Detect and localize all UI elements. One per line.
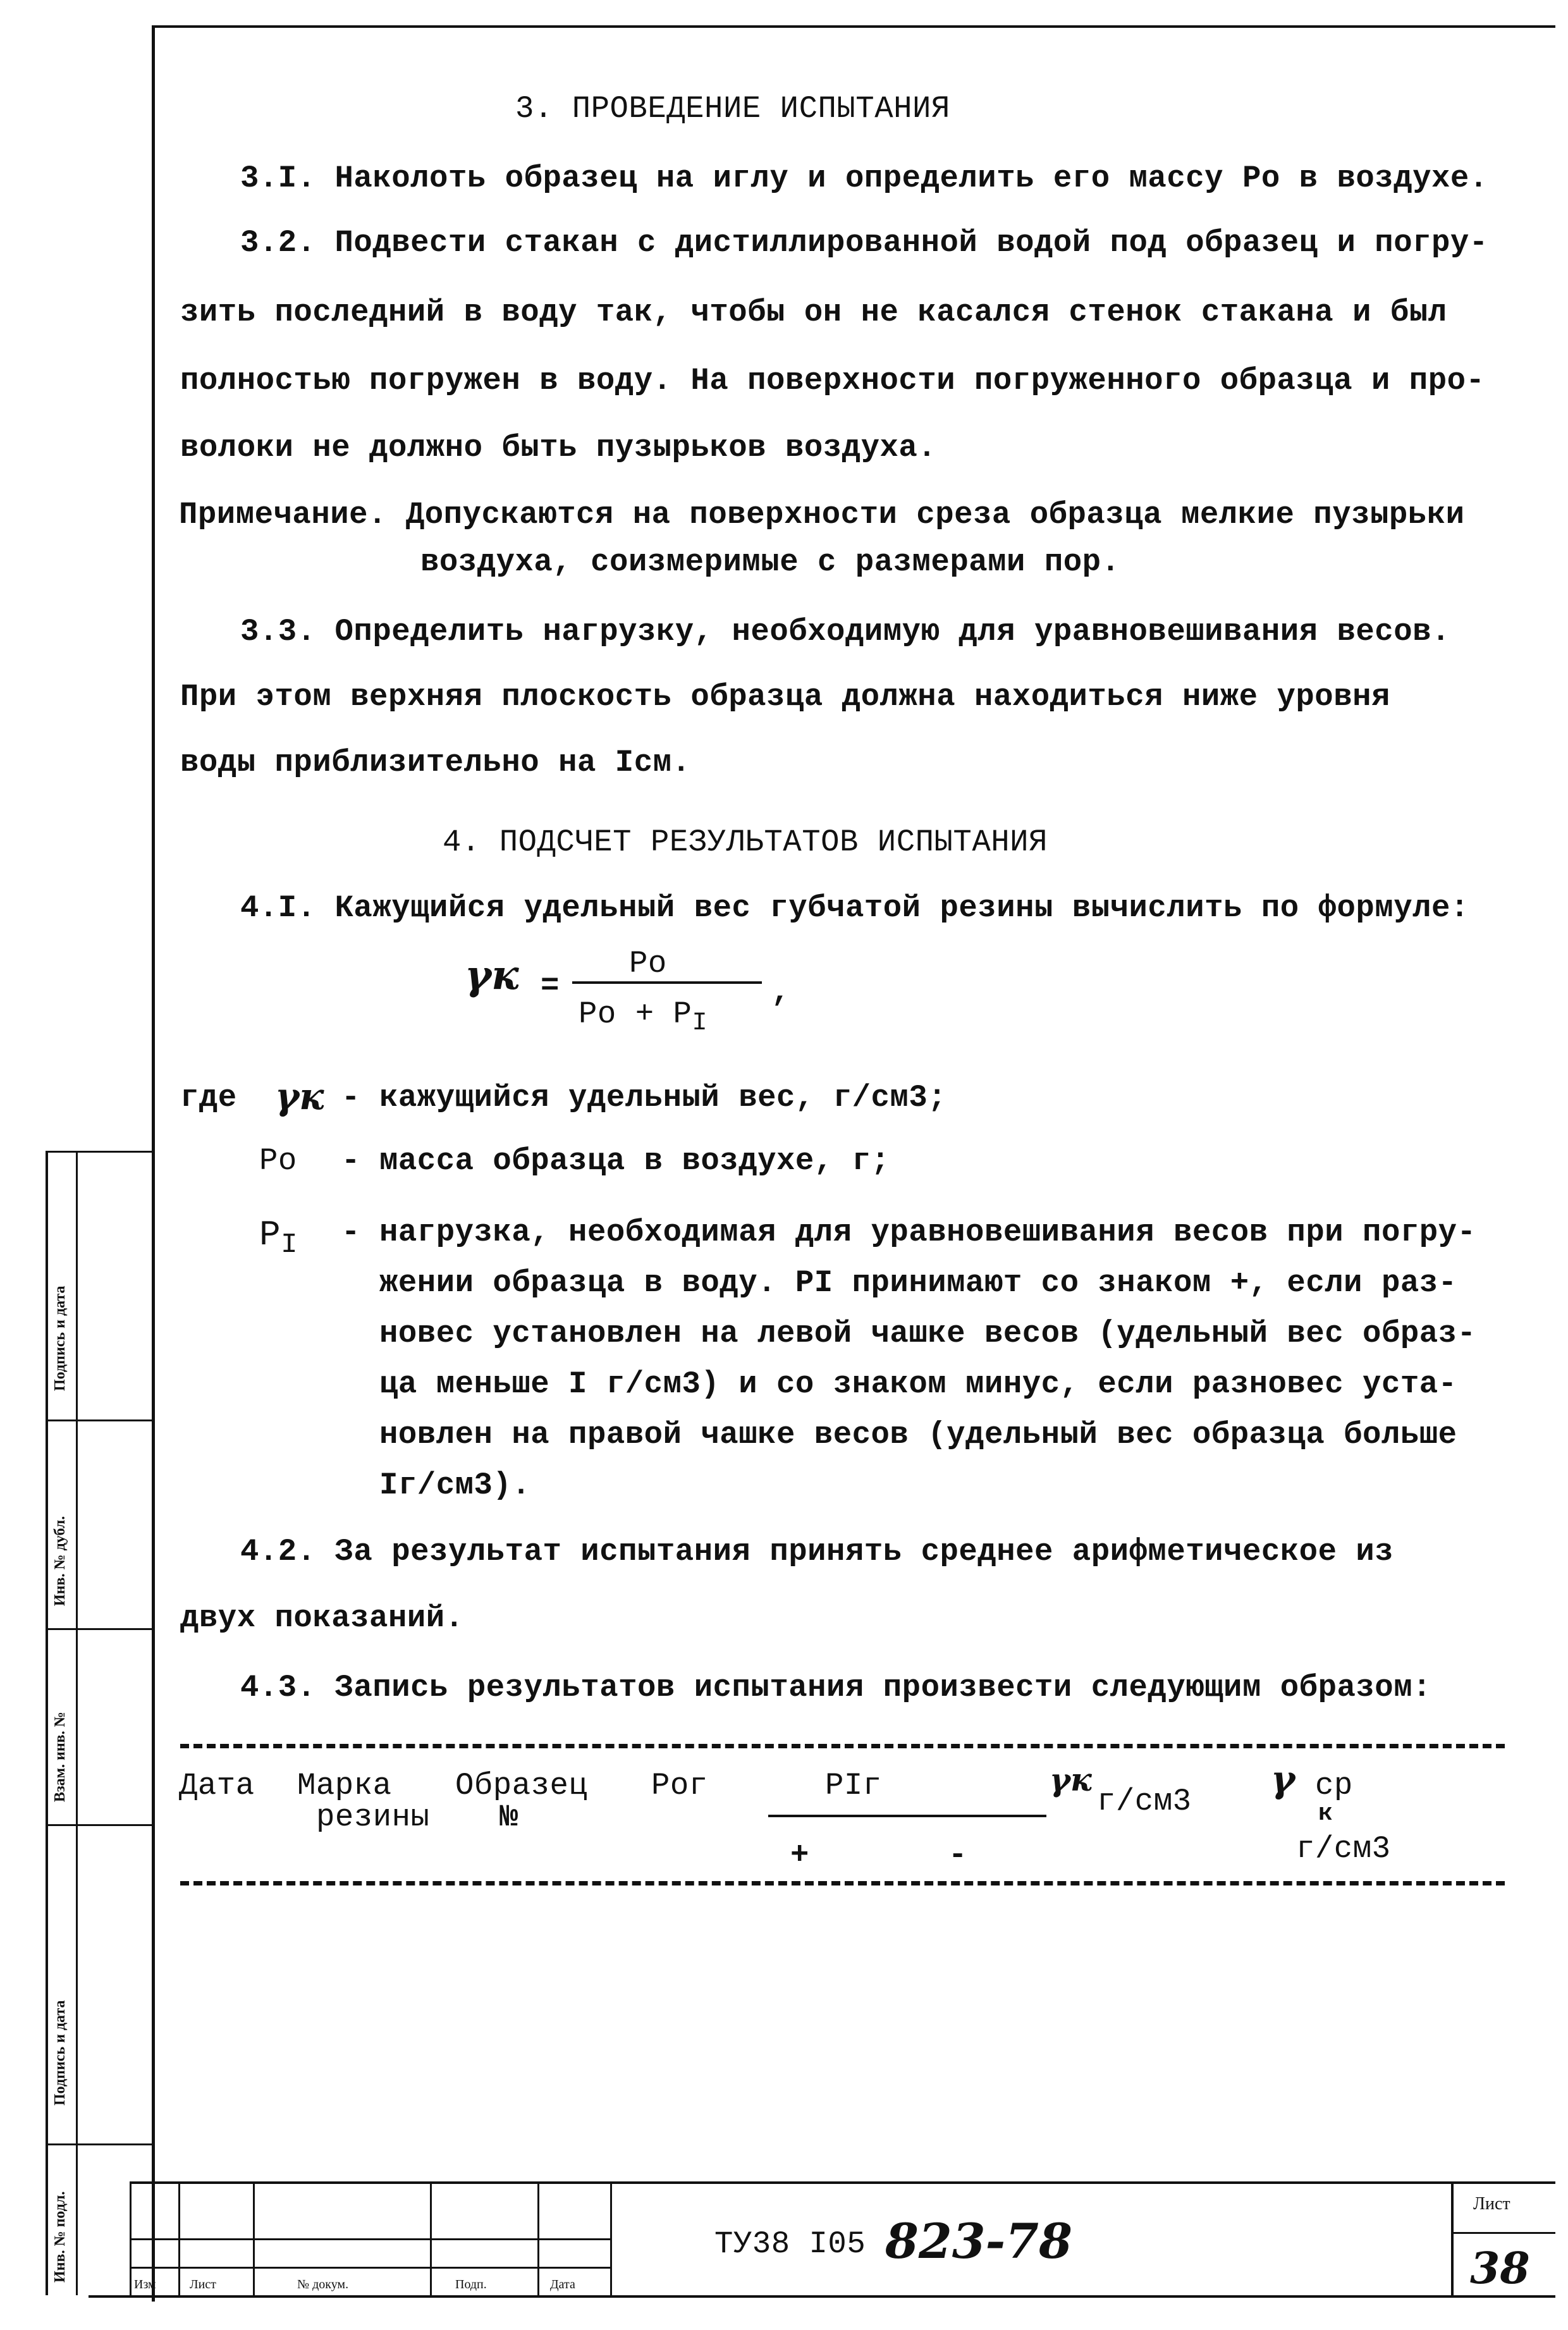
table-col-p1: РIг [825,1768,882,1803]
paragraph-4-1: 4.I. Кажущийся удельный вес губчатой резины вычислить по формуле: [240,890,1469,926]
document-code-typed: ТУ38 I05 [714,2226,866,2262]
formula-fraction-bar [572,981,762,984]
def-1-dash: - [341,1080,360,1115]
side-stamp-row-line [46,1419,152,1421]
title-block-col-line [430,2181,432,2297]
side-stamp-row-line [46,2143,152,2145]
title-col-date: Дата [550,2278,575,2291]
paragraph-3-3-line-2: При этом верхняя плоскость образца должна находиться ниже уровня [180,679,1390,714]
formula-equals: = [541,968,560,1003]
side-stamp-row-line [46,1628,152,1630]
def-3-line-2: жении образца в воду. РI принимают со знаком +, если раз- [379,1265,1457,1301]
paragraph-4-2-line-2: двух показаний. [180,1600,464,1636]
table-col-plus: + [790,1837,809,1873]
title-block-col-line [130,2181,132,2297]
side-stamp-row-line [46,1824,152,1826]
table-bottom-dashed-rule [180,1881,1505,1885]
table-col-gk-symbol: γк [1050,1761,1092,1798]
page-frame-top [152,25,1555,28]
paragraph-3-3-line-1: 3.3. Определить нагрузку, необходимую для уравновешивания весов. [240,614,1450,649]
title-block-top-line [130,2181,1555,2184]
side-label-dup-inv: Инв. № дубл. [52,1516,68,1606]
paragraph-3-2-line-3: полностью погружен в воду. На поверхности погруженного образца и про- [180,363,1485,398]
table-col-po: Рог [651,1768,708,1803]
def-3-line-4: ца меньше I г/см3) и со знаком минус, если разновес уста- [379,1366,1457,1402]
paragraph-3-2-line-2: зить последний в воду так, чтобы он не касался стенок стакана и был [180,295,1447,330]
title-block-col-line [253,2181,255,2297]
table-col-gavg-symbol: γ [1271,1758,1295,1801]
side-label-orig-inv: Инв. № подл. [52,2191,68,2283]
formula-numerator: Ро [629,946,667,981]
title-col-izm: Изм [134,2278,156,2291]
table-top-dashed-rule [180,1744,1505,1748]
table-p1-underline [768,1815,1046,1817]
note-line-2: воздуха, соизмеримые с размерами пор. [420,544,1120,580]
def-2-symbol: Ро [259,1143,297,1179]
side-stamp-border [46,1151,48,2295]
sheet-number: 38 [1470,2243,1530,2294]
paragraph-4-3: 4.3. Запись результатов испытания произвести следующим образом: [240,1670,1432,1705]
section-3-heading: 3. ПРОВЕДЕНИЕ ИСПЫТАНИЯ [515,91,950,126]
def-3-line-6: Iг/см3). [379,1468,531,1503]
formula-lhs: γк [465,952,519,999]
table-col-minus: - [948,1837,967,1873]
table-col-sample-line-1: Образец [455,1768,588,1803]
paragraph-3-2-line-4: волоки не должно быть пузырьков воздуха. [180,430,937,465]
side-label-sign-date-bottom: Подпись и дата [52,2000,68,2106]
title-block-col-line [610,2181,612,2297]
def-3-dash: - [341,1215,360,1250]
side-label-sign-date-top: Подпись и дата [52,1285,68,1391]
formula-denominator: Ро + $Р_I$ [579,996,707,1038]
title-block-col-line [537,2181,539,2297]
paragraph-3-2-line-1: 3.2. Подвести стакан с дистиллированной водой под образец и погру- [240,225,1488,261]
side-stamp-row-line [46,1151,152,1153]
note-line-1: Примечание. Допускаются на поверхности среза образца мелкие пузырьки [179,497,1465,532]
side-stamp-divider [76,1151,78,2295]
def-3-line-1: нагрузка, необходимая для уравновешивания весов при погру- [379,1215,1476,1250]
def-3-symbol: $Р_I$ [259,1215,298,1261]
def-1-text: кажущийся удельный вес, г/см3; [379,1080,947,1115]
def-2-text: масса образца в воздухе, г; [379,1143,890,1179]
where-word: где [180,1080,237,1115]
def-3-line-5: новлен на правой чашке весов (удельный вес образца больше [379,1417,1457,1452]
side-label-swap-inv: Взам. инв. № [52,1712,68,1802]
formula-comma: , [771,974,790,1010]
title-block-sheet-row-line [1451,2232,1555,2234]
paragraph-4-2-line-1: 4.2. За результат испытания принять среднее арифметическое из [240,1534,1394,1569]
paragraph-3-1: 3.I. Наколоть образец на иглу и определить его массу Ро в воздухе. [240,161,1488,196]
table-col-brand-line-2: резины [316,1800,430,1835]
table-col-brand-line-1: Марка [297,1768,392,1803]
title-col-sign: Подп. [455,2278,487,2291]
def-2-dash: - [341,1143,360,1179]
title-col-doc: № докум. [297,2278,349,2291]
def-1-symbol: γк [275,1075,324,1118]
table-col-gavg-unit: г/см3 [1296,1831,1391,1867]
table-col-sample-line-2: № [499,1800,518,1835]
page-frame-bottom [89,2295,1555,2298]
table-col-date: Дата [179,1768,255,1803]
table-col-gavg-sub: к [1318,1800,1333,1827]
document-code-handwritten: 823-78 [885,2213,1072,2269]
title-col-list: Лист [190,2278,216,2291]
table-col-gavg-sup: ср [1315,1768,1353,1803]
def-3-line-3: новес установлен на левой чашке весов (удельный вес образ- [379,1316,1476,1351]
section-4-heading: 4. ПОДСЧЕТ РЕЗУЛЬТАТОВ ИСПЫТАНИЯ [443,825,1048,860]
paragraph-3-3-line-3: воды приблизительно на Iсм. [180,745,691,780]
page-frame-left [152,25,155,2302]
sheet-label: Лист [1473,2194,1510,2214]
title-block-col-line [178,2181,180,2297]
title-block-sheet-col-line [1451,2181,1454,2297]
table-col-gk-unit: г/см3 [1097,1784,1192,1819]
